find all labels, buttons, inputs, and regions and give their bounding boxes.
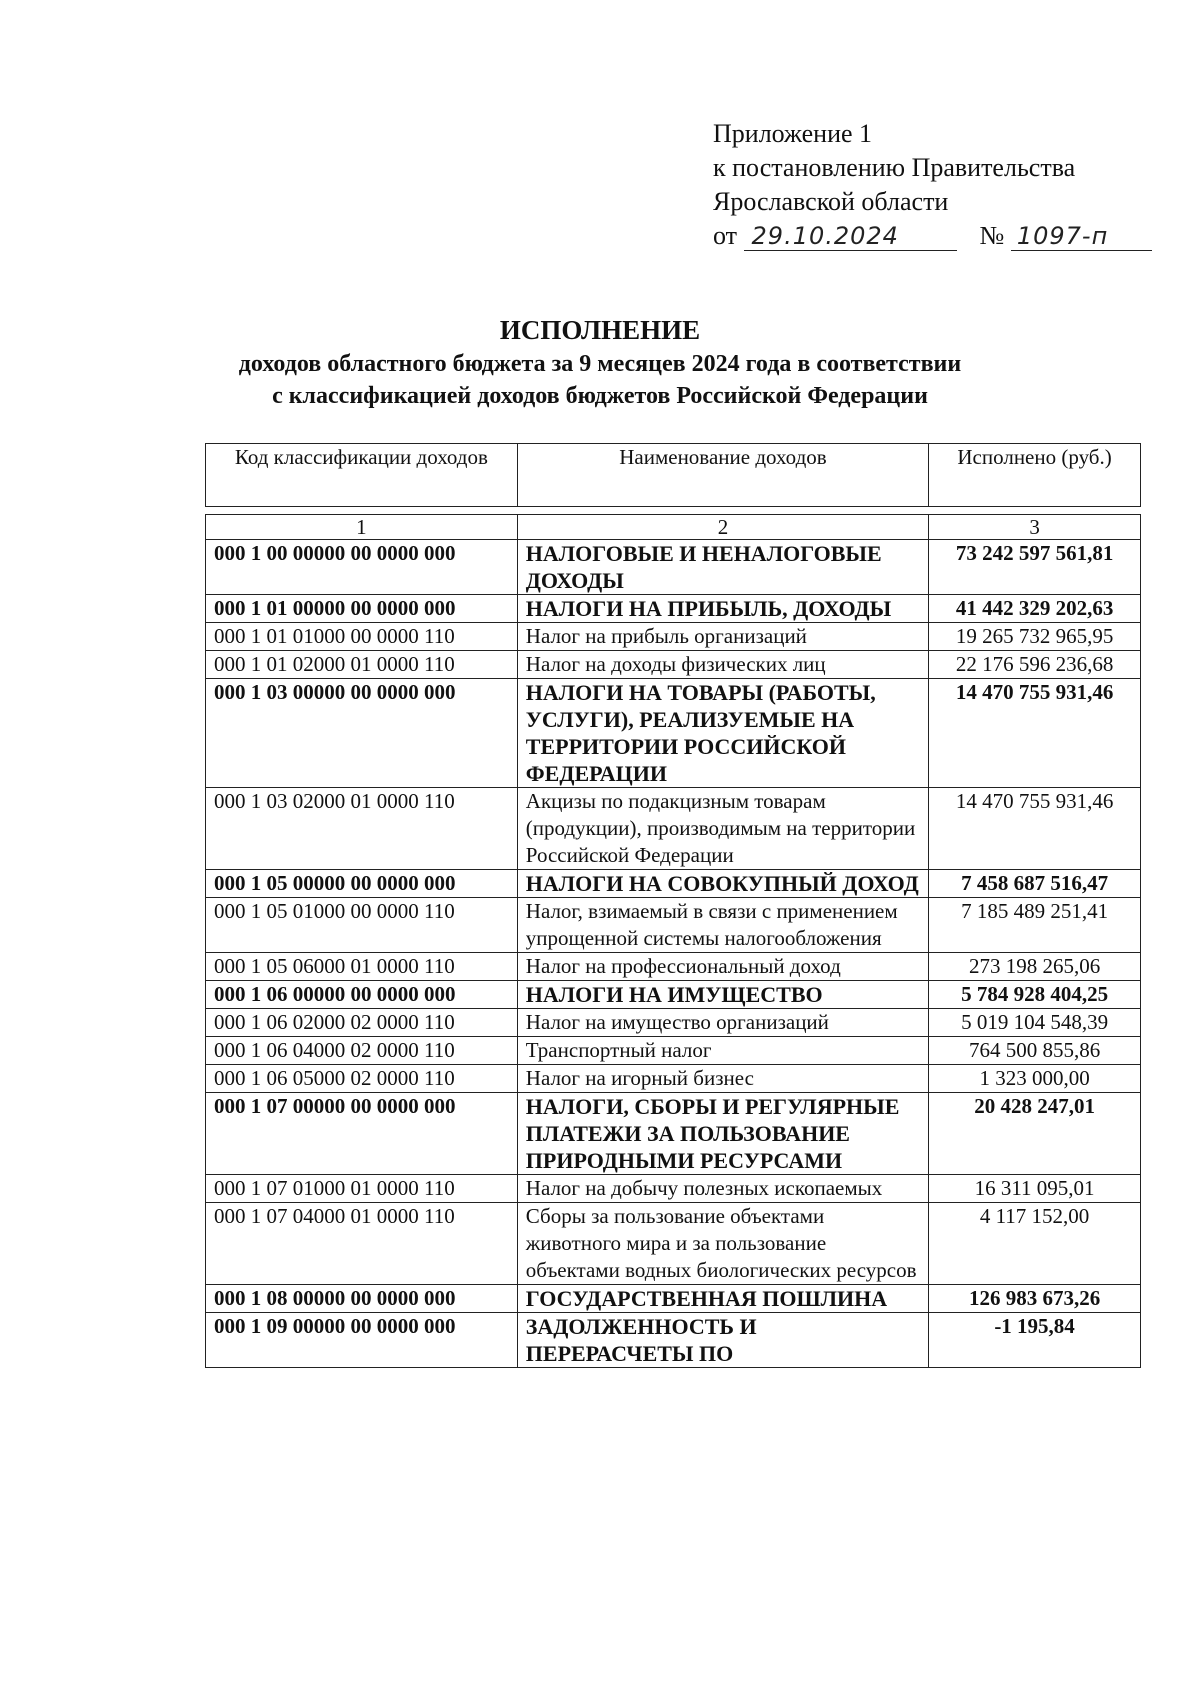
row-code: 000 1 09 00000 00 0000 000 — [206, 1313, 518, 1368]
column-number: 1 — [206, 515, 518, 540]
row-name: Налог на профессиональный доход — [517, 953, 928, 981]
row-code: 000 1 01 02000 01 0000 110 — [206, 651, 518, 679]
row-amount: 20 428 247,01 — [929, 1093, 1141, 1175]
date-prefix: от — [713, 221, 738, 250]
column-number: 3 — [929, 515, 1141, 540]
row-name: Налог на прибыль организаций — [517, 623, 928, 651]
row-code: 000 1 03 02000 01 0000 110 — [206, 788, 518, 870]
row-amount: 14 470 755 931,46 — [929, 788, 1141, 870]
row-amount: 7 185 489 251,41 — [929, 898, 1141, 953]
table-row — [206, 1175, 1141, 1203]
table-row — [206, 1285, 1141, 1313]
row-code: 000 1 05 06000 01 0000 110 — [206, 953, 518, 981]
appendix-block — [713, 117, 1152, 253]
row-code: 000 1 06 05000 02 0000 110 — [206, 1065, 518, 1093]
handwritten-number: 1097-п — [1011, 222, 1152, 251]
row-code: 000 1 06 04000 02 0000 110 — [206, 1037, 518, 1065]
row-amount: 73 242 597 561,81 — [929, 540, 1141, 595]
row-code: 000 1 03 00000 00 0000 000 — [206, 679, 518, 788]
row-name: Налог, взимаемый в связи с применением упрощенной системы налогообложения — [517, 898, 928, 953]
appendix-line-1: Приложение 1 — [713, 119, 873, 148]
table-row — [206, 595, 1141, 623]
header-amount: Исполнено (руб.) — [929, 444, 1141, 507]
row-amount: -1 195,84 — [929, 1313, 1141, 1368]
row-name: НАЛОГИ НА СОВОКУПНЫЙ ДОХОД — [517, 870, 928, 898]
row-code: 000 1 01 01000 00 0000 110 — [206, 623, 518, 651]
table-row — [206, 623, 1141, 651]
row-name: НАЛОГОВЫЕ И НЕНАЛОГОВЫЕ ДОХОДЫ — [517, 540, 928, 595]
row-name: Налог на доходы физических лиц — [517, 651, 928, 679]
appendix-line-3: Ярославской области — [713, 187, 949, 216]
table-row — [206, 870, 1141, 898]
table-row — [206, 1037, 1141, 1065]
table-row — [206, 1203, 1141, 1285]
row-code: 000 1 07 01000 01 0000 110 — [206, 1175, 518, 1203]
row-name: НАЛОГИ, СБОРЫ И РЕГУЛЯРНЫЕ ПЛАТЕЖИ ЗА ПОЛЬЗОВАНИЕ ПРИРОДНЫМИ РЕСУРСАМИ — [517, 1093, 928, 1175]
table-row — [206, 1313, 1141, 1368]
row-amount: 5 784 928 404,25 — [929, 981, 1141, 1009]
row-code: 000 1 06 00000 00 0000 000 — [206, 981, 518, 1009]
table-row — [206, 651, 1141, 679]
income-table — [205, 443, 1141, 1368]
table-row — [206, 679, 1141, 788]
column-number-row — [206, 515, 1141, 540]
row-code: 000 1 08 00000 00 0000 000 — [206, 1285, 518, 1313]
table-row — [206, 1009, 1141, 1037]
table-header-row — [206, 444, 1141, 507]
row-amount: 16 311 095,01 — [929, 1175, 1141, 1203]
row-amount: 22 176 596 236,68 — [929, 651, 1141, 679]
document-title — [0, 312, 1200, 412]
table-row — [206, 981, 1141, 1009]
table-row — [206, 788, 1141, 870]
appendix-line-2: к постановлению Правительства — [713, 153, 1076, 182]
row-name: Транспортный налог — [517, 1037, 928, 1065]
row-name: ГОСУДАРСТВЕННАЯ ПОШЛИНА — [517, 1285, 928, 1313]
row-amount: 5 019 104 548,39 — [929, 1009, 1141, 1037]
row-code: 000 1 05 01000 00 0000 110 — [206, 898, 518, 953]
row-code: 000 1 00 00000 00 0000 000 — [206, 540, 518, 595]
row-amount: 273 198 265,06 — [929, 953, 1141, 981]
row-amount: 14 470 755 931,46 — [929, 679, 1141, 788]
row-name: НАЛОГИ НА ТОВАРЫ (РАБОТЫ, УСЛУГИ), РЕАЛИЗУЕМЫЕ НА ТЕРРИТОРИИ РОССИЙСКОЙ ФЕДЕРАЦИИ — [517, 679, 928, 788]
row-name: ЗАДОЛЖЕННОСТЬ И ПЕРЕРАСЧЕТЫ ПО — [517, 1313, 928, 1368]
table-row — [206, 953, 1141, 981]
row-amount: 764 500 855,86 — [929, 1037, 1141, 1065]
row-amount: 41 442 329 202,63 — [929, 595, 1141, 623]
row-name: Налог на имущество организаций — [517, 1009, 928, 1037]
row-code: 000 1 01 00000 00 0000 000 — [206, 595, 518, 623]
title-sub-2: с классификацией доходов бюджетов Российской Федерации — [272, 383, 928, 409]
row-code: 000 1 07 04000 01 0000 110 — [206, 1203, 518, 1285]
table-row — [206, 1093, 1141, 1175]
row-code: 000 1 06 02000 02 0000 110 — [206, 1009, 518, 1037]
number-prefix: № — [979, 221, 1005, 250]
table-row — [206, 540, 1141, 595]
header-name: Наименование доходов — [517, 444, 928, 507]
appendix-date-line — [713, 219, 1152, 253]
row-amount: 4 117 152,00 — [929, 1203, 1141, 1285]
row-amount: 19 265 732 965,95 — [929, 623, 1141, 651]
handwritten-date: 29.10.2024 — [744, 222, 957, 251]
row-name: Налог на игорный бизнес — [517, 1065, 928, 1093]
column-number: 2 — [517, 515, 928, 540]
header-gap — [206, 507, 1141, 515]
row-name: Налог на добычу полезных ископаемых — [517, 1175, 928, 1203]
title-main: ИСПОЛНЕНИЕ — [499, 315, 701, 345]
row-amount: 126 983 673,26 — [929, 1285, 1141, 1313]
row-name: Сборы за пользование объектами животного мира и за пользование объектами водных биологических ресурсов — [517, 1203, 928, 1285]
row-name: НАЛОГИ НА ПРИБЫЛЬ, ДОХОДЫ — [517, 595, 928, 623]
row-name: Акцизы по подакцизным товарам (продукции), производимым на территории Российской Федерации — [517, 788, 928, 870]
row-amount: 7 458 687 516,47 — [929, 870, 1141, 898]
title-sub-1: доходов областного бюджета за 9 месяцев 2024 года в соответствии — [238, 351, 962, 377]
table-row — [206, 1065, 1141, 1093]
table-row — [206, 898, 1141, 953]
row-code: 000 1 05 00000 00 0000 000 — [206, 870, 518, 898]
header-code: Код классификации доходов — [206, 444, 518, 507]
row-code: 000 1 07 00000 00 0000 000 — [206, 1093, 518, 1175]
row-amount: 1 323 000,00 — [929, 1065, 1141, 1093]
row-name: НАЛОГИ НА ИМУЩЕСТВО — [517, 981, 928, 1009]
